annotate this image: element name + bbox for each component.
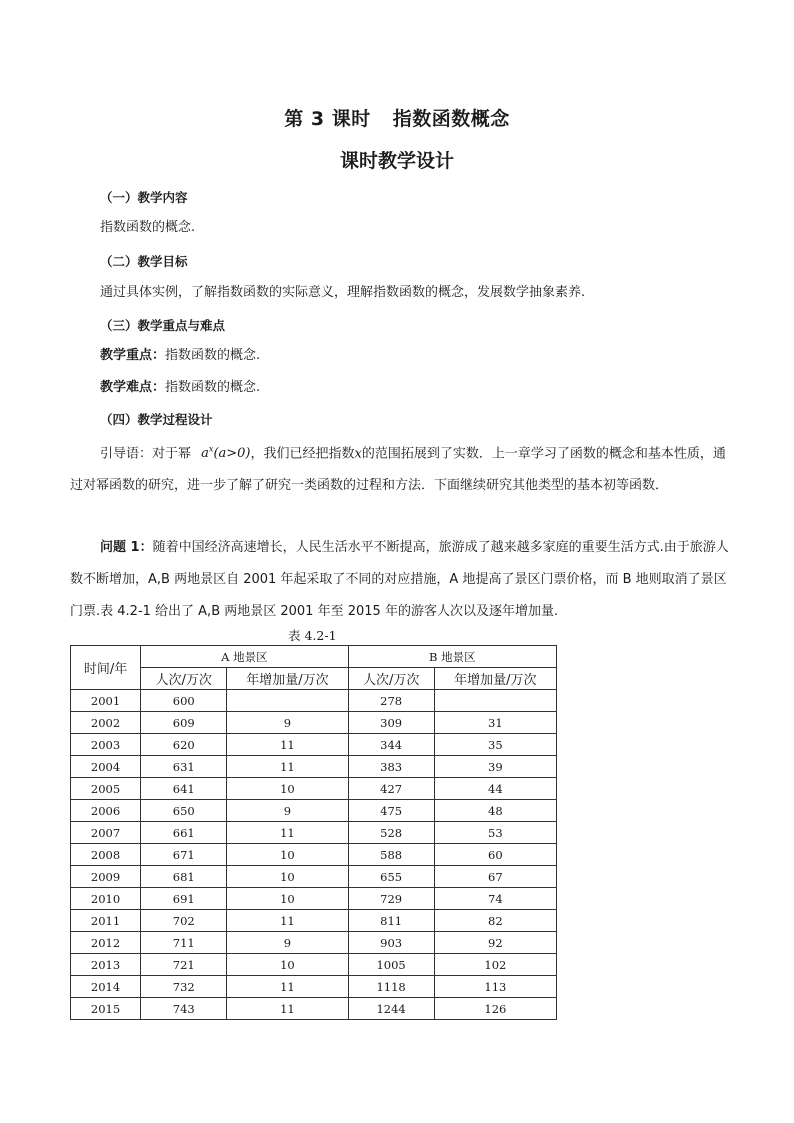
cell-a-visits: 650: [141, 800, 227, 822]
table-row: [71, 932, 557, 954]
column-header-time: 时间/年: [71, 646, 141, 690]
difficulty-point: [100, 378, 260, 398]
table-row: [71, 778, 557, 800]
cell-a-visits: 600: [141, 690, 227, 712]
goal-text: 通过具体实例，了解指数函数的实际意义，理解指数函数的概念，发展数学抽象素养.: [100, 285, 586, 300]
cell-b-increase: 53: [434, 822, 556, 844]
cell-a-visits: 732: [141, 976, 227, 998]
cell-a-increase: 9: [227, 932, 348, 954]
cell-year: 2008: [71, 844, 141, 866]
cell-year: 2004: [71, 756, 141, 778]
table-row: [71, 954, 557, 976]
page-subtitle: 课时教学设计: [339, 150, 454, 172]
cell-b-visits: 729: [348, 888, 434, 910]
cell-b-visits: 1244: [348, 998, 434, 1020]
cell-a-visits: 671: [141, 844, 227, 866]
column-header-b-increase: 年增加量/万次: [434, 668, 556, 690]
cell-b-increase: 102: [434, 954, 556, 976]
cell-b-visits: 278: [348, 690, 434, 712]
group-header-b: B 地景区: [348, 646, 556, 668]
cell-b-increase: 48: [434, 800, 556, 822]
cell-year: 2013: [71, 954, 141, 976]
table-row: [71, 998, 557, 1020]
cell-b-visits: 655: [348, 866, 434, 888]
table-row: [71, 712, 557, 734]
cell-b-visits: 344: [348, 734, 434, 756]
power-expression: $a^x(a>0)$: [201, 445, 251, 462]
lesson-topic: 指数函数概念: [392, 108, 510, 130]
cell-b-increase: 113: [434, 976, 556, 998]
cell-b-increase: 82: [434, 910, 556, 932]
cell-year: 2006: [71, 800, 141, 822]
column-header-a-visits: 人次/万次: [141, 668, 227, 690]
cell-year: 2012: [71, 932, 141, 954]
cell-a-visits: 661: [141, 822, 227, 844]
page-title: [0, 104, 794, 131]
cell-b-visits: 588: [348, 844, 434, 866]
column-header-b-visits: 人次/万次: [348, 668, 434, 690]
cell-b-visits: 1118: [348, 976, 434, 998]
cell-b-visits: 811: [348, 910, 434, 932]
cell-a-increase: 10: [227, 888, 348, 910]
cell-a-visits: 609: [141, 712, 227, 734]
section-heading-process: （四）教学过程设计: [100, 412, 213, 427]
cell-a-increase: 11: [227, 976, 348, 998]
cell-b-visits: 1005: [348, 954, 434, 976]
cell-a-visits: 631: [141, 756, 227, 778]
cell-year: 2005: [71, 778, 141, 800]
cell-a-visits: 743: [141, 998, 227, 1020]
key-point: [100, 346, 260, 366]
cell-year: 2011: [71, 910, 141, 932]
cell-b-increase: 39: [434, 756, 556, 778]
cell-b-increase: 74: [434, 888, 556, 910]
cell-year: 2002: [71, 712, 141, 734]
cell-a-visits: 702: [141, 910, 227, 932]
cell-b-visits: 903: [348, 932, 434, 954]
cell-b-increase: [434, 690, 556, 712]
cell-a-visits: 691: [141, 888, 227, 910]
section-heading-key: （三）教学重点与难点: [100, 318, 226, 333]
table-caption: 表 4.2-1: [288, 628, 337, 643]
lesson-number: 第 3 课时: [284, 108, 371, 130]
difficulty-text: 指数函数的概念.: [165, 380, 261, 395]
cell-b-increase: 60: [434, 844, 556, 866]
cell-a-visits: 711: [141, 932, 227, 954]
cell-b-visits: 309: [348, 712, 434, 734]
group-header-a: A 地景区: [141, 646, 348, 668]
cell-b-increase: 31: [434, 712, 556, 734]
cell-a-increase: [227, 690, 348, 712]
cell-a-visits: 641: [141, 778, 227, 800]
cell-a-visits: 681: [141, 866, 227, 888]
table-row: [71, 910, 557, 932]
table-row: [71, 756, 557, 778]
cell-a-increase: 11: [227, 998, 348, 1020]
cell-year: 2007: [71, 822, 141, 844]
cell-a-increase: 10: [227, 866, 348, 888]
table-row: [71, 844, 557, 866]
table-row: [71, 734, 557, 756]
table-row: [71, 690, 557, 712]
cell-a-visits: 721: [141, 954, 227, 976]
cell-a-increase: 11: [227, 756, 348, 778]
cell-year: 2003: [71, 734, 141, 756]
intro-paragraph: [70, 434, 730, 502]
key-label: 教学重点：: [100, 348, 166, 363]
cell-year: 2015: [71, 998, 141, 1020]
table-row: [71, 976, 557, 998]
problem-label: 问题 1：: [100, 540, 153, 555]
cell-a-increase: 11: [227, 910, 348, 932]
intro-rest: 的范围拓展到了实数．上一章学习了函数的概念和基本性质，通过对幂函数的研究，进一步了解了研究一类函数的过程和方法．下面继续研究其他类型的基本初等函数．: [70, 446, 726, 494]
cell-a-increase: 9: [227, 712, 348, 734]
table-row: [71, 800, 557, 822]
tourism-table: [70, 645, 557, 1020]
table-row: [71, 866, 557, 888]
cell-b-visits: 475: [348, 800, 434, 822]
cell-a-increase: 10: [227, 778, 348, 800]
difficulty-label: 教学难点：: [100, 380, 166, 395]
cell-b-visits: 528: [348, 822, 434, 844]
cell-b-visits: 383: [348, 756, 434, 778]
table-body: [71, 690, 557, 1020]
cell-a-increase: 11: [227, 734, 348, 756]
cell-b-increase: 126: [434, 998, 556, 1020]
cell-b-visits: 427: [348, 778, 434, 800]
cell-a-increase: 9: [227, 800, 348, 822]
cell-b-increase: 44: [434, 778, 556, 800]
section-heading-goal: （二）教学目标: [100, 254, 188, 269]
cell-year: 2001: [71, 690, 141, 712]
cell-year: 2009: [71, 866, 141, 888]
cell-a-visits: 620: [141, 734, 227, 756]
intro-lead: 引导语：对于幂: [100, 446, 192, 462]
cell-b-increase: 92: [434, 932, 556, 954]
cell-a-increase: 11: [227, 822, 348, 844]
section-heading-content: （一）教学内容: [100, 190, 188, 205]
cell-year: 2014: [71, 976, 141, 998]
cell-year: 2010: [71, 888, 141, 910]
problem-text: 随着中国经济高速增长，人民生活水平不断提高，旅游成了越来越多家庭的重要生活方式.由于旅游人数不断增加，A,B 两地景区自 2001 年起采取了不同的对应措施，A 地提高了景区门票价格，而 B 地则取消了景区门票.表 4.2-1 给出了 A,B 两地景区 2001 年至 2015 年的游客人次以及逐年增加量.: [70, 540, 729, 619]
cell-a-increase: 10: [227, 844, 348, 866]
content-text: 指数函数的概念.: [100, 220, 196, 235]
table-row: [71, 888, 557, 910]
key-text: 指数函数的概念.: [165, 348, 261, 363]
problem-paragraph: [70, 532, 730, 628]
table-row: [71, 822, 557, 844]
exponent-variable: x: [354, 446, 362, 462]
intro-mid: ，我们已经把指数: [250, 446, 355, 462]
column-header-a-increase: 年增加量/万次: [227, 668, 348, 690]
cell-b-increase: 35: [434, 734, 556, 756]
cell-b-increase: 67: [434, 866, 556, 888]
cell-a-increase: 10: [227, 954, 348, 976]
